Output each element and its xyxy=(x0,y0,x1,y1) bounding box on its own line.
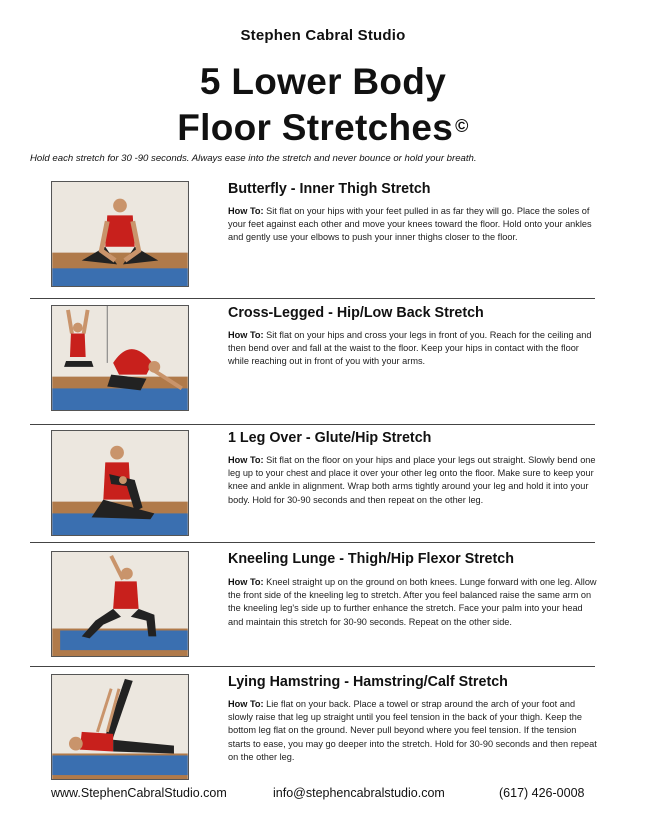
stretch-description xyxy=(228,698,600,764)
stretch-text: Kneel straight up on the ground on both knees. Lunge forward with one leg. Allow the front side of the kneeling leg to stretch. After you feel balanced raise the same arm on the kneeling leg's side up to further enhance the stretch. Face your palm into your head and maintain this stretch for 30-90 seconds. Repeat on the other side. xyxy=(228,577,597,627)
intro-text: Hold each stretch for 30 -90 seconds. Always ease into the stretch and never bounce or hold your breath. xyxy=(30,153,477,164)
footer-website-link[interactable]: www.StephenCabralStudio.com xyxy=(51,786,227,800)
page-title-line2-text: Floor Stretches xyxy=(177,107,454,148)
stretch-description xyxy=(228,454,600,507)
kneeling-lunge-photo xyxy=(51,551,189,657)
stretch-text: Sit flat on the floor on your hips and place your legs out straight. Slowly bend one leg up to your chest and place it over your other leg onto the floor. Make sure to keep your knee and ankle in alignment. Wrap both arms tightly around your leg and hold it into your body. Hold for 30-90 seconds and then repeat on the other leg. xyxy=(228,455,596,505)
stretch-heading: 1 Leg Over - Glute/Hip Stretch xyxy=(228,430,432,446)
butterfly-photo xyxy=(51,181,189,287)
how-to-label: How To: xyxy=(228,577,264,587)
lying-hamstring-photo xyxy=(51,674,189,780)
leg-over-photo xyxy=(51,430,189,536)
stretch-description xyxy=(228,576,600,629)
page-title-line1: 5 Lower Body xyxy=(199,61,447,102)
section-divider xyxy=(30,424,595,425)
how-to-label: How To: xyxy=(228,455,264,465)
stretch-description xyxy=(228,205,600,245)
stretch-heading: Lying Hamstring - Hamstring/Calf Stretch xyxy=(228,674,508,690)
footer-email-link[interactable]: info@stephencabralstudio.com xyxy=(273,786,445,800)
stretch-text: Lie flat on your back. Place a towel or strap around the arch of your foot and slowly raise that leg up straight until you feel tension in the back of your thigh. Keep the bottom leg flat on the ground. Never pull beyond where you feel tension. If the tension starts to ease, you may go deeper into the stretch. Hold for 30-90 seconds and then repeat on the other leg. xyxy=(228,699,597,762)
stretch-heading: Cross-Legged - Hip/Low Back Stretch xyxy=(228,305,484,321)
copyright-icon: © xyxy=(455,116,469,136)
how-to-label: How To: xyxy=(228,206,264,216)
stretch-text: Sit flat on your hips with your feet pulled in as far they will go. Place the soles of your feet against each other and move your knees toward the floor. Hold onto your ankles and gently use your elbows to push your inner thighs closer to the floor. xyxy=(228,206,592,243)
how-to-label: How To: xyxy=(228,330,264,340)
stretch-heading: Kneeling Lunge - Thigh/Hip Flexor Stretch xyxy=(228,551,514,567)
cross-legged-photo xyxy=(51,305,189,411)
section-divider xyxy=(30,298,595,299)
stretch-heading: Butterfly - Inner Thigh Stretch xyxy=(228,181,431,197)
footer-phone: (617) 426-0008 xyxy=(499,786,585,800)
stretch-text: Sit flat on your hips and cross your legs in front of you. Reach for the ceiling and then bend over and fall at the waist to the floor. Keep your hips in contact with the floor while reaching out in front of you with your arms. xyxy=(228,330,592,367)
section-divider xyxy=(30,666,595,667)
page-title-line2 xyxy=(0,108,646,148)
stretch-description xyxy=(228,329,600,369)
section-divider xyxy=(30,542,595,543)
studio-name: Stephen Cabral Studio xyxy=(240,27,406,44)
how-to-label: How To: xyxy=(228,699,264,709)
